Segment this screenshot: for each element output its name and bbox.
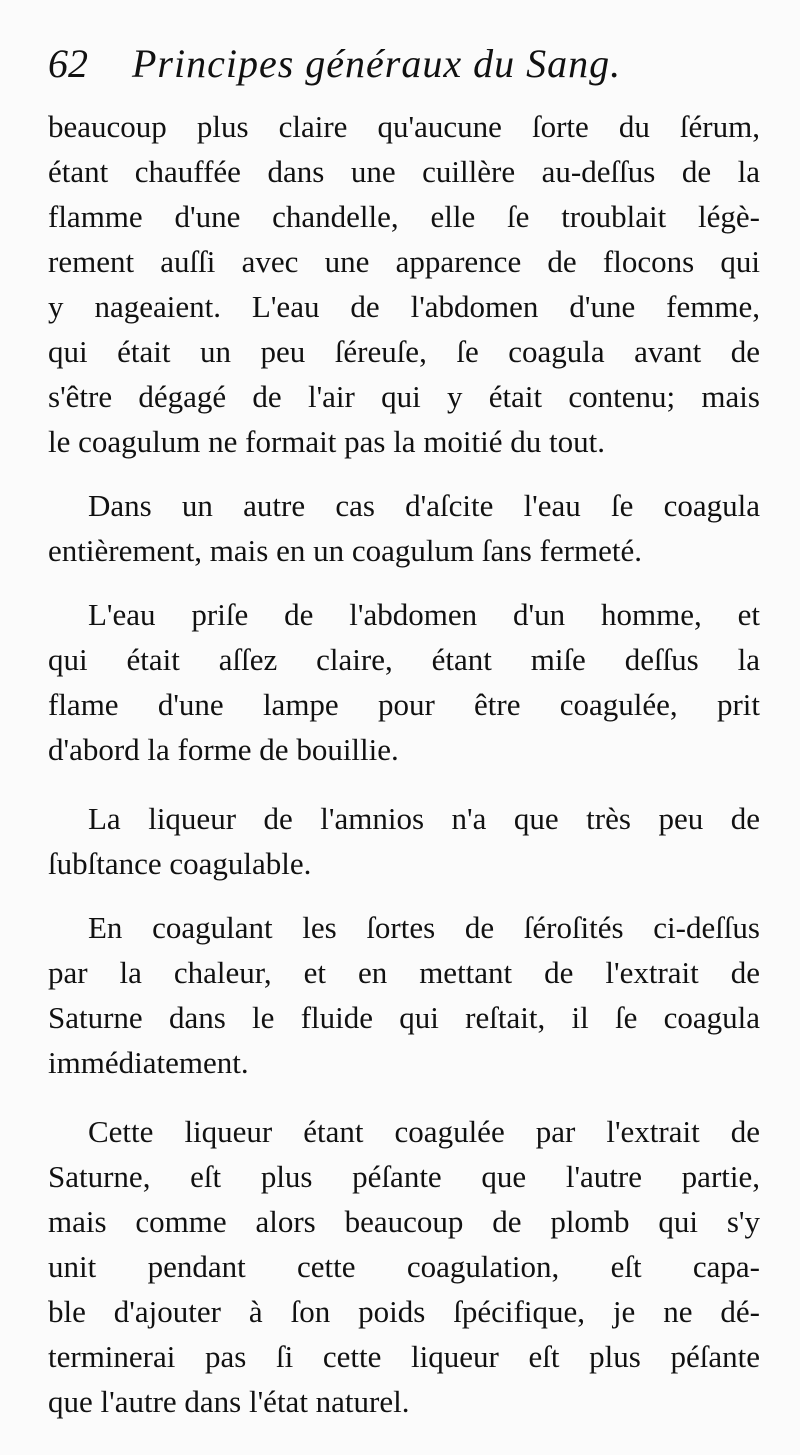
text-line: qui était un peu ſéreuſe, ſe coagula avant de	[48, 334, 760, 369]
text-line: mais comme alors beaucoup de plomb qui s'y	[48, 1204, 760, 1239]
page-number: 62	[48, 41, 88, 86]
paragraph	[48, 483, 760, 573]
text-line: terminerai pas ſi cette liqueur eſt plus péſante	[48, 1339, 760, 1374]
paragraph	[48, 796, 760, 886]
text-line: L'eau priſe de l'abdomen d'un homme, et	[88, 597, 760, 632]
text-line: beaucoup plus claire qu'aucune ſorte du ſérum,	[48, 109, 760, 144]
text-line: rement auſſi avec une apparence de flocons qui	[48, 244, 760, 279]
text-line: le coagulum ne formait pas la moitié du tout.	[48, 424, 606, 459]
text-line: Saturne, eſt plus péſante que l'autre partie,	[48, 1159, 760, 1194]
text-line: flamme d'une chandelle, elle ſe troublait légè-	[48, 199, 760, 234]
text-line: qui était aſſez claire, étant miſe deſſus la	[48, 642, 760, 677]
paragraph	[48, 592, 760, 772]
text-line: En coagulant les ſortes de ſéroſités ci-deſſus	[88, 910, 760, 945]
text-line: s'être dégagé de l'air qui y était contenu; mais	[48, 379, 760, 414]
paragraph	[48, 905, 760, 1085]
text-line: que l'autre dans l'état naturel.	[48, 1384, 410, 1419]
text-line: Dans un autre cas d'aſcite l'eau ſe coagula	[88, 488, 760, 523]
text-line: immédiatement.	[48, 1045, 249, 1080]
text-line: d'abord la forme de bouillie.	[48, 732, 399, 767]
text-line: Cette liqueur étant coagulée par l'extrait de	[88, 1114, 760, 1149]
text-line: La liqueur de l'amnios n'a que très peu de	[88, 801, 760, 836]
text-line: ſubſtance coagulable.	[48, 846, 312, 881]
text-line: par la chaleur, et en mettant de l'extrait de	[48, 955, 760, 990]
text-line: ble d'ajouter à ſon poids ſpécifique, je ne dé-	[48, 1294, 760, 1329]
text-line: flame d'une lampe pour être coagulée, prit	[48, 687, 760, 722]
text-line: entièrement, mais en un coagulum ſans fermeté.	[48, 533, 642, 568]
text-line: étant chauffée dans une cuillère au-deſſus de la	[48, 154, 760, 189]
page-header	[48, 40, 760, 100]
text-line: Saturne dans le fluide qui reſtait, il ſe coagula	[48, 1000, 760, 1035]
paragraph	[48, 1109, 760, 1424]
text-line: unit pendant cette coagulation, eſt capa-	[48, 1249, 760, 1284]
text-line: y nageaient. L'eau de l'abdomen d'une femme,	[48, 289, 760, 324]
running-title: Principes généraux du Sang.	[132, 41, 622, 86]
paragraph	[48, 104, 760, 464]
